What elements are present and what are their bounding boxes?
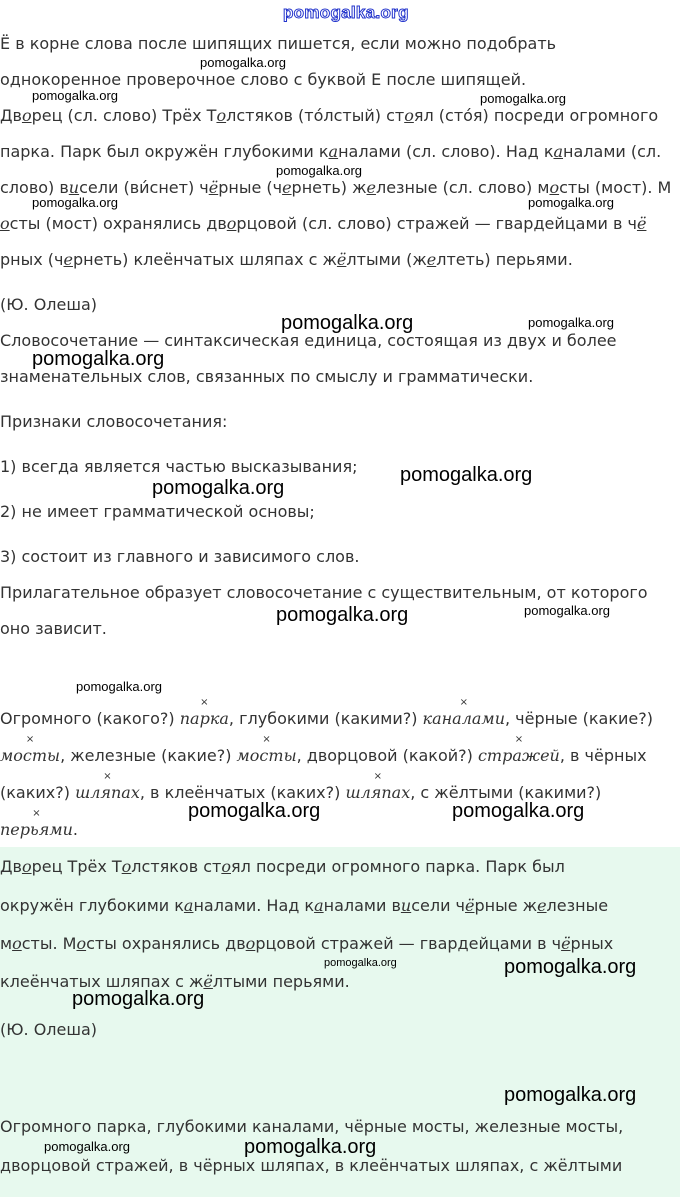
- main-word: [345, 771, 411, 802]
- site-logo-watermark: pomogalka.org: [283, 3, 409, 22]
- definition-line-1: Словосочетание — синтаксическая единица, состоящая из двух и более: [0, 331, 617, 350]
- watermark-small: pomogalka.org: [528, 195, 614, 210]
- analysis-line-4: [0, 214, 646, 234]
- watermark-large: pomogalka.org: [244, 1136, 377, 1158]
- main-word: [236, 734, 297, 765]
- text-fragment: сели ч: [411, 896, 466, 915]
- vowel-underline: е: [63, 250, 73, 269]
- watermark-small: pomogalka.org: [524, 603, 610, 618]
- vowel-underline: е: [537, 896, 547, 915]
- main-word-mark: ×: [373, 771, 383, 782]
- vowel-underline: о: [226, 214, 237, 233]
- vowel-underline: а: [553, 142, 564, 161]
- vowel-underline: и: [68, 178, 80, 197]
- main-word-text: мосты: [236, 746, 297, 765]
- text-fragment: окружён глубокими к: [0, 896, 184, 915]
- vowel-underline: о: [216, 106, 227, 125]
- watermark-large: pomogalka.org: [276, 604, 409, 626]
- phrases-line-2: [0, 734, 647, 766]
- text-fragment: сты охранялись дв: [86, 934, 246, 953]
- vowel-underline: о: [404, 106, 414, 125]
- text-fragment: рнеть) ж: [291, 178, 367, 197]
- sign-item: 3) состоит из главного и зависимого слов.: [0, 547, 360, 566]
- text-fragment: рных (ч: [0, 250, 64, 269]
- sign-item: 2) не имеет грамматической основы;: [0, 502, 315, 521]
- vowel-underline: о: [12, 934, 22, 953]
- answer-line-3: [0, 934, 613, 954]
- answer-line-2: [0, 896, 608, 916]
- main-word-mark: ×: [103, 771, 112, 782]
- text-fragment: клеёнчатых шляпах с ж: [0, 972, 204, 991]
- definition-line-2: знаменательных слов, связанных по смыслу и грамматически.: [0, 367, 534, 386]
- analysis-line-1: [0, 106, 658, 126]
- text-fragment: .: [72, 820, 78, 839]
- rule-line-2: однокоренное проверочное слово с буквой Е после шипящей.: [0, 70, 527, 89]
- main-word-text: шляпах: [75, 783, 140, 802]
- text-fragment: лтыми перьями.: [212, 972, 350, 991]
- vowel-underline: ё: [336, 250, 347, 269]
- signs-title: Признаки словосочетания:: [0, 412, 228, 431]
- watermark-small: pomogalka.org: [44, 1139, 130, 1154]
- sign-item: 1) всегда является частью высказывания;: [0, 457, 358, 476]
- author: (Ю. Олеша): [0, 295, 98, 314]
- watermark-small: pomogalka.org: [32, 195, 118, 210]
- text-fragment: рцовой стражей — гвардейцами в ч: [255, 934, 562, 953]
- text-fragment: налами в: [323, 896, 401, 915]
- text-fragment: слово) в: [0, 178, 69, 197]
- main-word-text: мосты: [0, 746, 61, 765]
- main-word: [179, 697, 229, 728]
- watermark-large: pomogalka.org: [504, 1084, 637, 1106]
- watermark-small: pomogalka.org: [32, 88, 118, 103]
- main-word: [422, 697, 505, 728]
- main-word: [477, 734, 560, 765]
- text-fragment: , дворцовой (какой?): [296, 746, 478, 765]
- text-fragment: , чёрные (какие?): [505, 709, 653, 728]
- main-word: [0, 734, 61, 765]
- text-fragment: сели (ви́снет) ч: [79, 178, 209, 197]
- text-fragment: рные ж: [474, 896, 538, 915]
- vowel-underline: а: [183, 896, 194, 915]
- answer-author: (Ю. Олеша): [0, 1020, 98, 1039]
- vowel-underline: ё: [208, 178, 219, 197]
- vowel-underline: е: [426, 250, 437, 269]
- main-word: [0, 808, 73, 839]
- watermark-large: pomogalka.org: [188, 800, 321, 822]
- vowel-underline: ё: [561, 934, 571, 953]
- text-fragment: рные (ч: [218, 178, 283, 197]
- main-word-text: каналами: [422, 709, 505, 728]
- watermark-small: pomogalka.org: [76, 679, 162, 694]
- vowel-underline: о: [245, 934, 256, 953]
- main-word-mark: ×: [262, 734, 271, 745]
- text-fragment: налами. Над к: [193, 896, 315, 915]
- watermark-small: pomogalka.org: [324, 957, 397, 969]
- watermark-large: pomogalka.org: [281, 312, 414, 334]
- text-fragment: сты. М: [21, 934, 77, 953]
- text-fragment: лезные (сл. слово) м: [375, 178, 550, 197]
- text-fragment: м: [0, 934, 13, 953]
- watermark-small: pomogalka.org: [480, 91, 566, 106]
- phrases-line-1: [0, 697, 653, 729]
- adj-note-line-2: оно зависит.: [0, 619, 107, 638]
- text-fragment: Дв: [0, 106, 22, 125]
- watermark-small: pomogalka.org: [276, 163, 362, 178]
- text-fragment: лстяков ст: [131, 857, 222, 876]
- main-word-mark: ×: [32, 808, 41, 819]
- text-fragment: Огромного (какого?): [0, 709, 180, 728]
- text-fragment: рнеть) клеёнчатых шляпах с ж: [72, 250, 337, 269]
- vowel-underline: о: [221, 857, 231, 876]
- text-fragment: парка. Парк был окружён глубокими к: [0, 142, 329, 161]
- vowel-underline: о: [76, 934, 87, 953]
- vowel-underline: и: [400, 896, 412, 915]
- vowel-underline: о: [0, 214, 10, 233]
- text-fragment: рных: [570, 934, 614, 953]
- vowel-underline: ё: [203, 972, 213, 991]
- text-fragment: лезные: [546, 896, 609, 915]
- text-fragment: лстяков (то́лстый) ст: [226, 106, 405, 125]
- text-fragment: , в чёрных: [559, 746, 647, 765]
- rule-line-1: Ё в корне слова после шипящих пишется, если можно подобрать: [0, 34, 557, 53]
- analysis-line-5: [0, 250, 573, 270]
- text-fragment: сты (мост) охранялись дв: [9, 214, 227, 233]
- answer-line-1: [0, 857, 565, 877]
- text-fragment: лтеть) перьями.: [436, 250, 573, 269]
- main-word-mark: ×: [459, 697, 468, 708]
- adj-note-line-1: Прилагательное образует словосочетание с существительным, от которого: [0, 583, 648, 602]
- text-fragment: рец Трёх Т: [31, 857, 122, 876]
- text-fragment: рцовой (сл. слово) стражей — гвардейцами в ч: [236, 214, 637, 233]
- main-word-text: стражей: [477, 746, 560, 765]
- text-fragment: , железные (какие?): [60, 746, 237, 765]
- text-fragment: налами (сл.: [563, 142, 662, 161]
- vowel-underline: е: [366, 178, 376, 197]
- text-fragment: налами (сл. слово). Над к: [338, 142, 554, 161]
- watermark-large: pomogalka.org: [504, 956, 637, 978]
- watermark-small: pomogalka.org: [200, 55, 286, 70]
- main-word-mark: ×: [200, 697, 209, 708]
- vowel-underline: ё: [465, 896, 475, 915]
- text-fragment: ял посреди огромного парка. Парк был: [231, 857, 565, 876]
- watermark-large: pomogalka.org: [72, 988, 205, 1010]
- analysis-line-2: [0, 142, 661, 162]
- watermark-large: pomogalka.org: [32, 348, 165, 370]
- vowel-underline: а: [328, 142, 339, 161]
- text-fragment: , глубокими (какими?): [228, 709, 423, 728]
- main-word-mark: ×: [25, 734, 35, 745]
- answer-phrases-line-1: Огромного парка, глубокими каналами, чёрные мосты, железные мосты,: [0, 1117, 624, 1136]
- vowel-underline: ё: [636, 214, 647, 233]
- watermark-large: pomogalka.org: [452, 800, 585, 822]
- watermark-large: pomogalka.org: [152, 477, 285, 499]
- text-fragment: ял (сто́я) посреди огромного: [413, 106, 659, 125]
- main-word-mark: ×: [514, 734, 524, 745]
- phrases-line-4: [0, 808, 78, 840]
- text-fragment: , в клеёнчатых (каких?): [139, 783, 346, 802]
- answer-phrases-line-2: дворцовой стражей, в чёрных шляпах, в клеёнчатых шляпах, с жёлтыми: [0, 1156, 623, 1175]
- main-word: [75, 771, 140, 802]
- watermark-small: pomogalka.org: [528, 315, 614, 330]
- text-fragment: , с жёлтыми (какими?): [410, 783, 602, 802]
- vowel-underline: о: [21, 106, 32, 125]
- text-fragment: рец (сл. слово) Трёх Т: [31, 106, 217, 125]
- main-word-text: перьями: [0, 820, 73, 839]
- text-fragment: Дв: [0, 857, 22, 876]
- vowel-underline: о: [549, 178, 560, 197]
- main-word-text: парка: [179, 709, 229, 728]
- vowel-underline: е: [282, 178, 292, 197]
- main-word-text: шляпах: [345, 783, 411, 802]
- text-fragment: (каких?): [0, 783, 76, 802]
- vowel-underline: о: [121, 857, 132, 876]
- text-fragment: лтыми (ж: [346, 250, 427, 269]
- vowel-underline: о: [21, 857, 32, 876]
- text-fragment: сты (мост). М: [559, 178, 672, 197]
- watermark-large: pomogalka.org: [400, 464, 533, 486]
- vowel-underline: а: [314, 896, 324, 915]
